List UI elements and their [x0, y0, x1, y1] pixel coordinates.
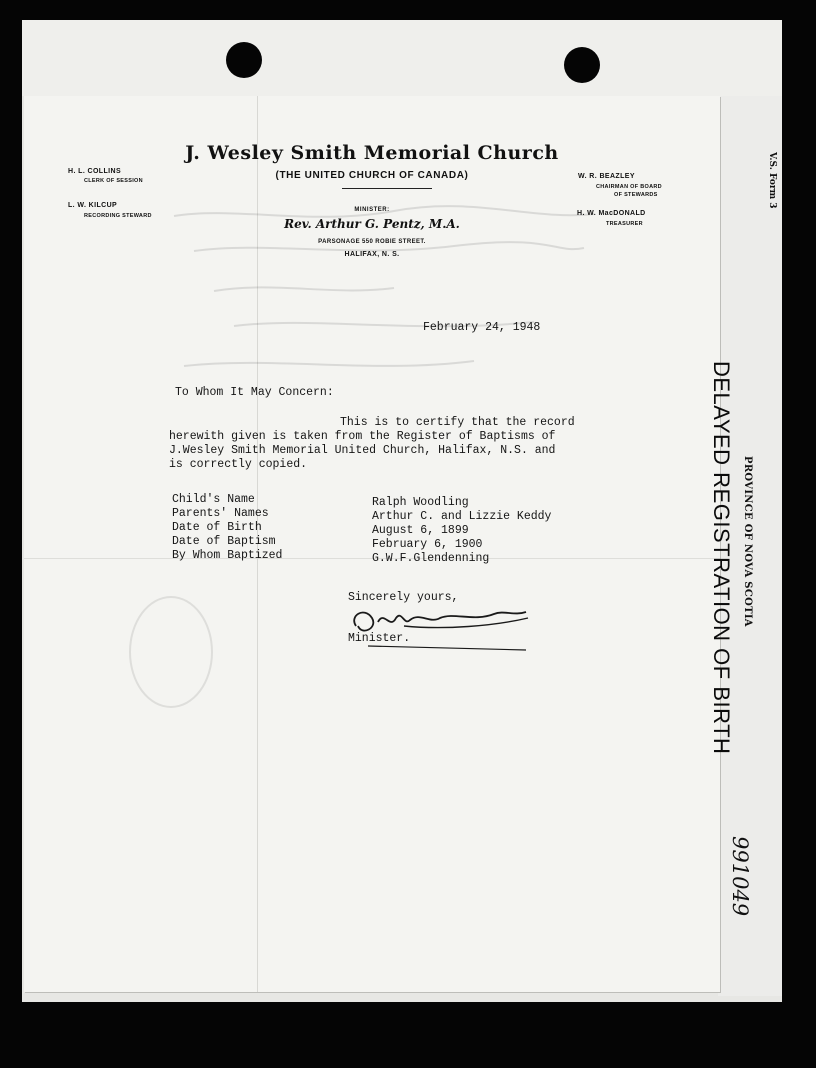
- record-label-childs-name: Child's Name: [172, 493, 255, 506]
- punch-hole-left: [226, 42, 262, 78]
- letter-date: February 24, 1948: [423, 321, 541, 334]
- record-value-parents-names: Arthur C. and Lizzie Keddy: [372, 510, 552, 523]
- delayed-registration-title: DELAYED REGISTRATION OF BIRTH: [709, 361, 734, 755]
- embossed-seal: [129, 596, 213, 708]
- officer-right-1-name: W. R. BEAZLEY: [578, 173, 635, 180]
- letter-sheet: [24, 96, 720, 992]
- body-line-4: is correctly copied.: [169, 458, 308, 471]
- record-label-date-of-birth: Date of Birth: [172, 521, 262, 534]
- record-label-baptized-by: By Whom Baptized: [172, 549, 283, 562]
- officer-left-2-name: L. W. KILCUP: [68, 202, 118, 209]
- record-value-childs-name: Ralph Woodling: [372, 496, 469, 509]
- letterhead-rule: [342, 188, 432, 189]
- body-line-2: herewith given is taken from the Register of Baptisms of: [169, 430, 556, 443]
- officer-left-2-title: RECORDING STEWARD: [84, 213, 152, 219]
- body-line-1: This is to certify that the record: [340, 416, 575, 429]
- minister-name: Rev. Arthur G. Pentz, M.A.: [284, 217, 460, 231]
- officer-right-2-title: TREASURER: [606, 221, 643, 227]
- officer-left-1-name: H. L. COLLINS: [68, 168, 122, 175]
- form-number-label: V.S. Form 3: [767, 152, 777, 209]
- church-name: J. Wesley Smith Memorial Church: [185, 142, 559, 164]
- salutation: To Whom It May Concern:: [175, 386, 334, 399]
- closing: Sincerely yours,: [348, 591, 459, 604]
- officer-left-1-title: CLERK OF SESSION: [84, 178, 143, 184]
- church-city: HALIFAX, N. S.: [344, 251, 400, 258]
- body-line-3: J.Wesley Smith Memorial United Church, Halifax, N.S. and: [169, 444, 556, 457]
- backing-form-top: [22, 20, 782, 96]
- officer-right-2-name: H. W. MacDONALD: [577, 210, 646, 217]
- record-label-parents-names: Parents' Names: [172, 507, 269, 520]
- minister-label: MINISTER:: [354, 207, 390, 213]
- record-label-date-of-baptism: Date of Baptism: [172, 535, 276, 548]
- officer-right-1-title: CHAIRMAN OF BOARD: [596, 184, 662, 190]
- signature-title: Minister.: [348, 632, 411, 645]
- registration-number: 991049: [728, 836, 752, 917]
- record-value-date-of-birth: August 6, 1899: [372, 524, 469, 537]
- punch-hole-right: [564, 47, 600, 83]
- record-value-baptized-by: G.W.F.Glendenning: [372, 552, 490, 565]
- backing-form-vertical-text: [709, 96, 782, 996]
- parsonage-address: PARSONAGE 550 ROBIE STREET.: [318, 239, 426, 245]
- record-value-date-of-baptism: February 6, 1900: [372, 538, 483, 551]
- officer-right-1-title-2: OF STEWARDS: [614, 192, 658, 198]
- province-label: PROVINCE OF NOVA SCOTIA: [742, 456, 753, 627]
- church-denomination: (THE UNITED CHURCH OF CANADA): [275, 170, 469, 181]
